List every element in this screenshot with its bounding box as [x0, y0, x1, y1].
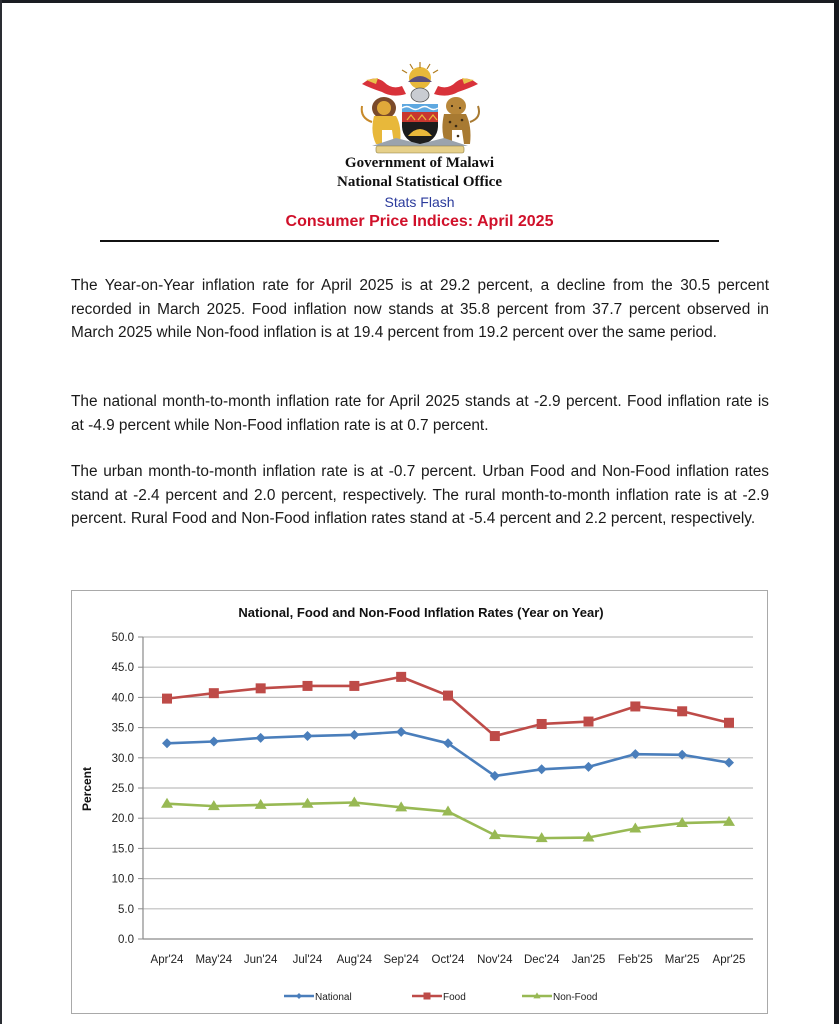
y-tick-label: 10.0 [111, 873, 134, 886]
data-point-food [303, 681, 313, 691]
x-axis-ticks [151, 954, 746, 966]
chart-canvas [72, 591, 769, 1015]
data-point-national [349, 730, 359, 740]
y-tick-label: 0.0 [118, 934, 134, 946]
publication-name: Stats Flash [384, 194, 455, 210]
x-tick-label: Jun'24 [243, 954, 278, 966]
org-line-government: Government of Malawi [344, 155, 495, 171]
legend-label: National [315, 992, 352, 1003]
lion-supporter-icon [362, 97, 401, 144]
inflation-chart [71, 590, 768, 1014]
data-point-food [677, 706, 687, 716]
data-point-national [396, 727, 406, 737]
x-tick-label: Sep'24 [383, 954, 419, 966]
x-tick-label: May'24 [195, 954, 233, 966]
series-food [162, 672, 734, 741]
legend-swatch-marker [424, 993, 431, 1000]
data-point-national [256, 733, 266, 743]
window-frame-right [834, 0, 839, 1024]
org-line-nso: National Statistical Office [337, 174, 502, 190]
paragraph-national-month-to-month: The national month-to-month inflation rate for April 2025 stands at -2.9 percent. Food inflation rate is at -4.9 percent while Non-Food inflation rate is at 0.7 percent. [71, 393, 769, 434]
x-tick-label: Jan'25 [571, 954, 606, 966]
x-tick-label: Aug'24 [336, 954, 373, 966]
y-tick-label: 20.0 [111, 813, 134, 826]
y-tick-label: 30.0 [111, 752, 134, 765]
x-tick-label: Oct'24 [431, 954, 465, 966]
data-point-food [490, 731, 500, 741]
chart-title: National, Food and Non-Food Inflation Rates (Year on Year) [238, 605, 604, 620]
data-point-national [537, 764, 547, 774]
window-frame-left [0, 0, 2, 1024]
x-tick-label: Jul'24 [292, 954, 323, 966]
sun-crest-icon [402, 62, 438, 89]
x-tick-label: Nov'24 [477, 954, 513, 966]
chart-legend [284, 992, 597, 1003]
window-frame-top [0, 0, 839, 3]
x-tick-label: Dec'24 [523, 954, 560, 966]
data-point-food [724, 718, 734, 728]
data-point-food [349, 681, 359, 691]
data-point-national [162, 738, 172, 748]
legend-swatch-marker [296, 993, 302, 999]
data-point-food [443, 691, 453, 701]
data-point-national [584, 762, 594, 772]
legend-label: Non-Food [553, 992, 598, 1003]
header-divider [100, 240, 719, 242]
document-title: Consumer Price Indices: April 2025 [285, 213, 554, 230]
paragraph-year-on-year: The Year-on-Year inflation rate for April 2025 is at 29.2 percent, a decline from the 30.5 percent recorded in March 2025. Food inflation now stands at 35.8 percent from 37.7 percent observed in March 2025 while Non-food inflation is at 19.4 percent from 19.2 percent over the same period. [71, 277, 769, 341]
data-point-national [209, 736, 219, 746]
y-tick-label: 35.0 [111, 722, 134, 735]
y-axis-label: Percent [80, 766, 94, 812]
data-point-food [396, 672, 406, 682]
y-axis-ticks [112, 632, 143, 946]
legend-item-non-food [522, 992, 597, 1003]
series-national [162, 727, 734, 781]
data-point-food [584, 717, 594, 727]
leopard-supporter-icon [442, 97, 479, 144]
data-point-national [724, 758, 734, 768]
x-tick-label: Apr'25 [712, 954, 746, 966]
coat-of-arms-logo [352, 60, 488, 156]
y-tick-label: 25.0 [111, 783, 134, 795]
legend-item-national [284, 992, 352, 1003]
series-non-food [161, 796, 735, 842]
paragraph-urban-rural-month-to-month: The urban month-to-month inflation rate is at -0.7 percent. Urban Food and Non-Food inflation rates stand at -2.4 percent and 2.0 percent, respectively. The rural month-to-month inflation rate is at -2.9 percent. Rural Food and Non-Food inflation rates stand at -5.4 percent and 2.2 percent, respectively. [71, 463, 769, 527]
data-point-food [162, 694, 172, 704]
chart-gridlines [143, 637, 753, 909]
x-tick-label: Apr'24 [150, 954, 184, 966]
y-tick-label: 50.0 [111, 632, 134, 644]
x-tick-label: Mar'25 [664, 954, 700, 966]
data-point-food [256, 683, 266, 693]
data-point-food [630, 701, 640, 711]
data-point-national [303, 731, 313, 741]
legend-label: Food [443, 992, 466, 1003]
y-tick-label: 45.0 [111, 662, 134, 675]
data-point-food [537, 719, 547, 729]
x-tick-label: Feb'25 [617, 954, 653, 966]
y-tick-label: 40.0 [111, 692, 134, 705]
legend-item-food [412, 992, 466, 1003]
y-tick-label: 15.0 [111, 843, 134, 856]
y-tick-label: 5.0 [118, 903, 134, 916]
data-point-food [209, 688, 219, 698]
